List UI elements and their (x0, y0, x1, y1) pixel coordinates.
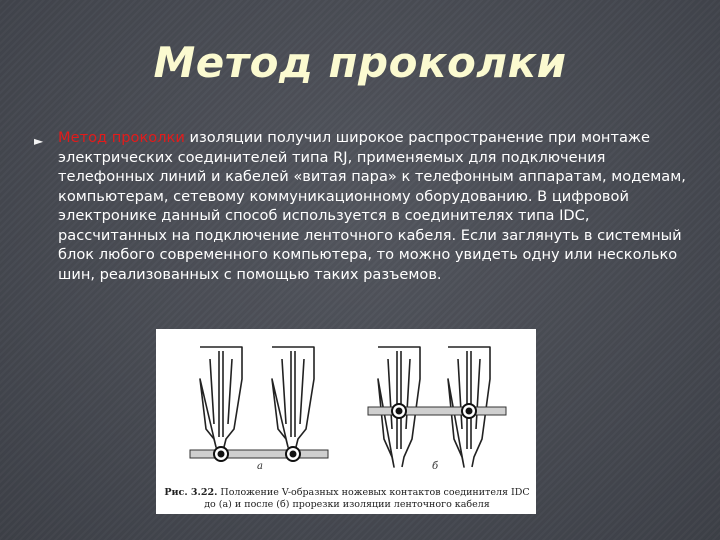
figure-caption-prefix: Рис. 3.22. (164, 487, 218, 498)
contact-a1 (200, 347, 242, 447)
highlighted-term: Метод проколки (58, 129, 185, 146)
figure-label-a: а (257, 461, 263, 472)
ribbon-cable-a (190, 447, 328, 461)
slide-title: Метод проколки (153, 38, 567, 87)
paragraph-text: изоляции получил широкое распространение при монтаже электрических соединителей типа RJ, применяемых для подключения телефонных линий и кабелей «витая пара» к телефонным аппаратам, модемам, компьютерам, сетевому коммуникационному оборудованию. В цифровой электронике данный способ используется в соединителях типа IDC, рассчитанных на подключение ленточного кабеля. Если заглянуть в системный блок любого современного компьютера, то можно увидеть одну или несколько шин, реализованных с помощью таких разъемов. (58, 129, 686, 283)
figure-label-b: б (432, 461, 439, 472)
bullet-arrow-icon: ► (34, 134, 44, 148)
idc-contacts-drawing (156, 329, 536, 489)
figure-caption-text: Положение V-образных ножевых контактов соединителя IDC до (а) и после (б) прорезки изоляции ленточного кабеля (204, 487, 530, 510)
bullet-paragraph (58, 128, 698, 284)
idc-contact-figure (156, 329, 536, 514)
contact-a2 (272, 347, 314, 447)
figure-caption (160, 487, 534, 511)
